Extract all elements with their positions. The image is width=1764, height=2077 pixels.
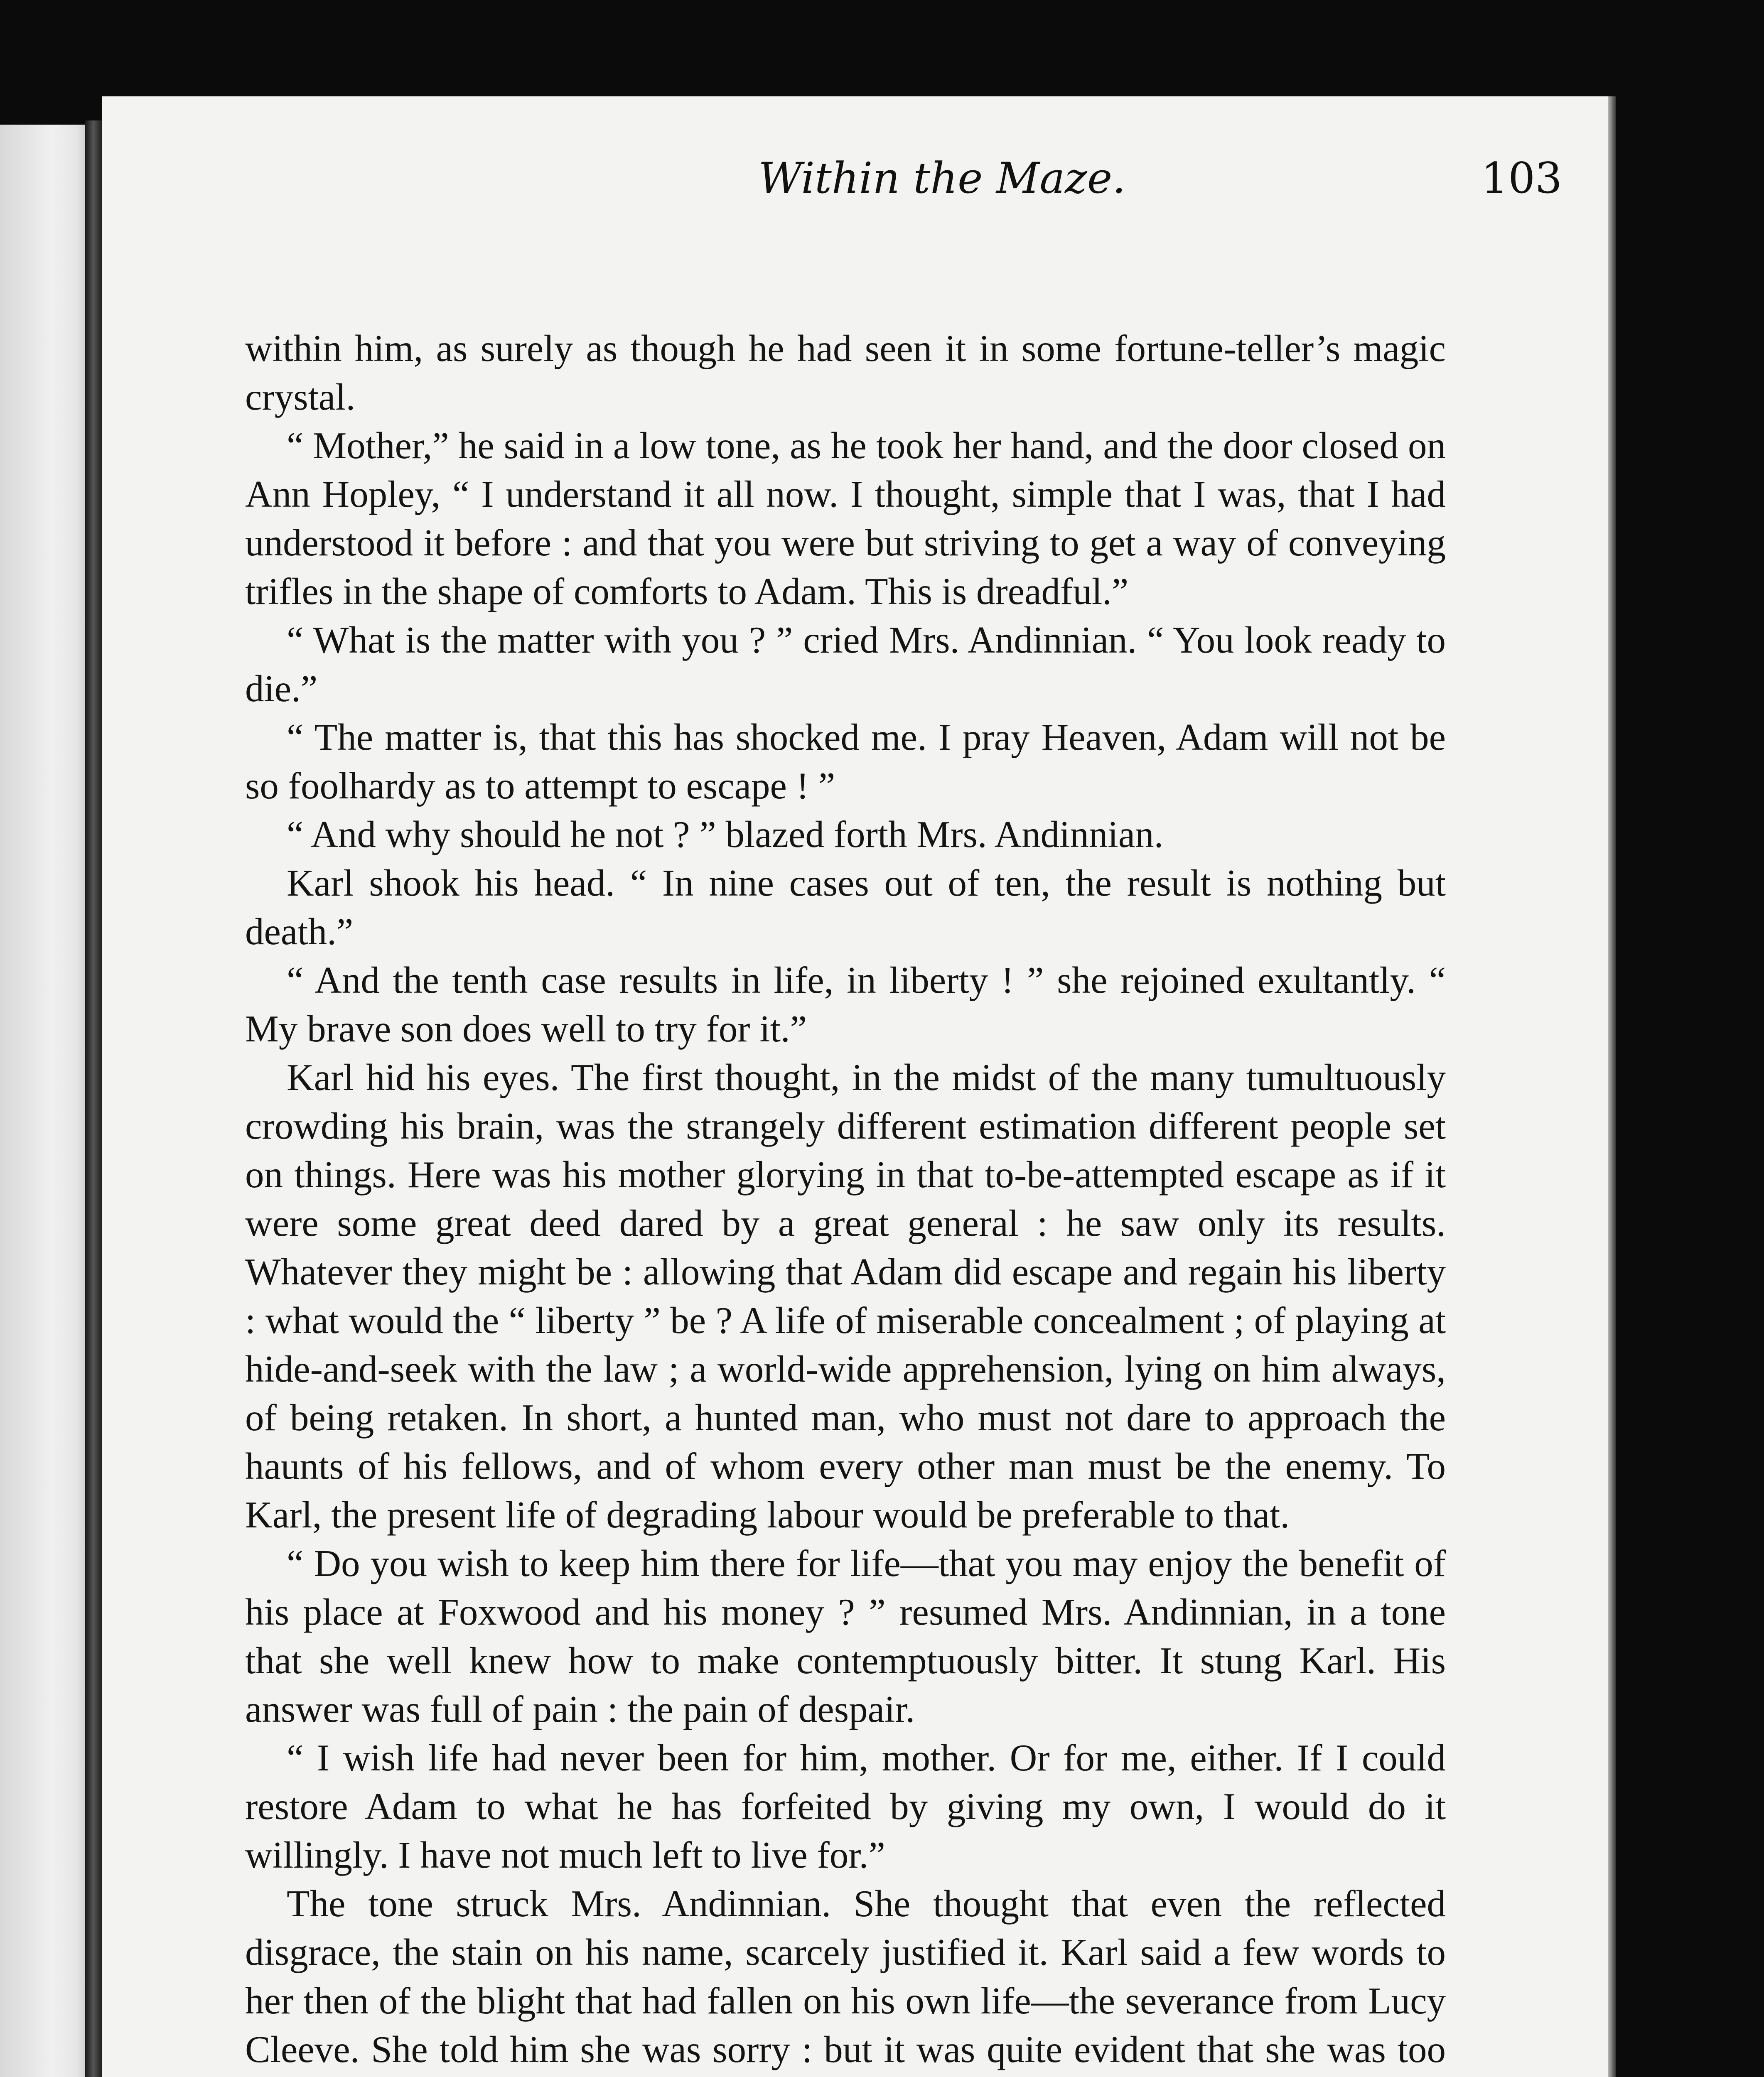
page-number: 103 [1481, 154, 1562, 203]
paragraph: “ Mother,” he said in a low tone, as he took her hand, and the door closed on Ann Hopley, “ I understand it all now. I thought, simple that I was, that I had understood it before : and that you were but striving to get a way of conveying trifles in the shape of comforts to Adam. This is dreadful.” [245, 425, 1446, 612]
paragraph: “ I wish life had never been for him, mother. Or for me, either. If I could restore Adam to what he has forfeited by giving my own, I would do it willingly. I have not much left to live for.” [245, 1737, 1446, 1876]
running-head-title: Within the Maze. [758, 154, 1126, 203]
page-edge-shadow [1608, 96, 1616, 2077]
paragraph: “ What is the matter with you ? ” cried Mrs. Andinnian. “ You look ready to die.” [245, 619, 1446, 710]
running-head [102, 154, 1608, 220]
paragraph: “ Do you wish to keep him there for life—that you may enjoy the benefit of his place at Foxwood and his money ? ” resumed Mrs. Andinnian, in a tone that she well knew how to make contemptuously bitter. It stung Karl. His answer was full of pain : the pain of despair. [245, 1542, 1446, 1730]
paragraph: Karl hid his eyes. The first thought, in the midst of the many tumultuously crowding his brain, was the strangely different estimation different people set on things. Here was his mother glorying in that to-be-attempted escape as if it were some great deed dared by a great general : he saw only its results. Whatever they might be : allowing that Adam did escape and regain his liberty : what would the “ liberty ” be ? A life of miserable concealment ; of playing at hide-and-seek with the law ; a world-wide apprehension, lying on him always, of being retaken. In short, a hunted man, who must not dare to approach the haunts of his fellows, and of whom every other man must be the enemy. To Karl, the present life of degrading labour would be preferable to that. [245, 1056, 1446, 1536]
paragraph: Karl shook his head. “ In nine cases out of ten, the result is nothing but death.” [245, 862, 1446, 953]
paragraph: “ And why should he not ? ” blazed forth Mrs. Andinnian. [287, 813, 1164, 855]
paragraph: “ And the tenth case results in life, in liberty ! ” she rejoined exultantly. “ My brave son does well to try for it.” [245, 959, 1446, 1050]
book-gutter [85, 120, 102, 2077]
body-text [245, 324, 1446, 2077]
paragraph: The tone struck Mrs. Andinnian. She thought that even the reflected disgrace, the stain on his name, scarcely justified it. Karl said a few words to her then of the blight that had fallen on his own life—the severance from Lucy Cleeve. She told him she was sorry : but it was quite evident that she was too [245, 1883, 1446, 2070]
paragraph: “ The matter is, that this has shocked me. I pray Heaven, Adam will not be so foolhardy as to attempt to escape ! ” [245, 716, 1446, 807]
paragraph: within him, as surely as though he had seen it in some fortune-teller’s magic crystal. [245, 327, 1446, 418]
facing-page-edge [0, 125, 96, 2077]
